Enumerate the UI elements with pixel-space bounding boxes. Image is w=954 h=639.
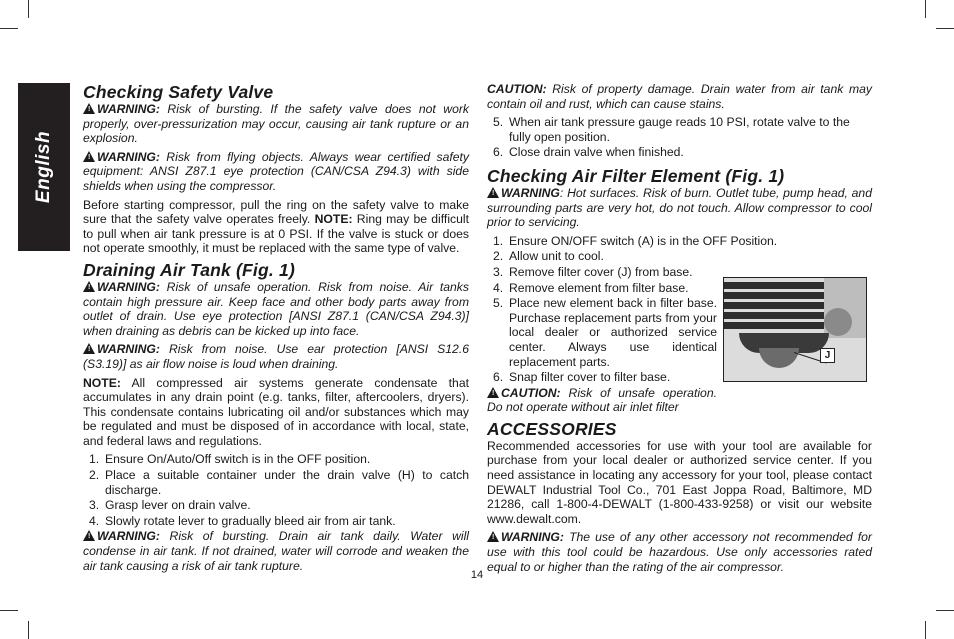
- list-item: 5. When air tank pressure gauge reads 10 PSI, rotate valve to the fully open position.: [493, 115, 850, 144]
- list-item: 1. Ensure On/Auto/Off switch is in the OFF position.: [89, 452, 371, 467]
- page-number: 14: [470, 569, 484, 581]
- figure-fin: [724, 282, 834, 289]
- crop-mark: [28, 621, 29, 639]
- figure-fin: [724, 322, 834, 329]
- crop-mark: [936, 28, 954, 29]
- figure-fin: [724, 312, 834, 319]
- crop-mark: [28, 0, 29, 18]
- drain-warning-2: ! WARNING: Risk from noise. Use ear protection [ANSI S12.6 (S3.19)] as air flow noise is loud when draining.: [83, 342, 469, 371]
- crop-mark: [925, 0, 926, 18]
- air-filter-heading: Checking Air Filter Element (Fig. 1): [487, 165, 785, 186]
- figure-filter-cover: [759, 348, 799, 368]
- figure-knob: [824, 308, 852, 336]
- crop-mark: [925, 621, 926, 639]
- list-item: 3. Grasp lever on drain valve.: [89, 498, 251, 513]
- drain-heading: Draining Air Tank (Fig. 1): [83, 259, 295, 280]
- list-item: 3. Remove filter cover (J) from base.: [493, 264, 693, 279]
- warning-icon: !: [83, 530, 95, 541]
- figure-callout-j: J: [820, 348, 835, 363]
- figure-fin: [724, 292, 834, 299]
- air-filter-caution: ! CAUTION: Risk of unsafe operation. Do not operate without air inlet filter: [487, 385, 717, 415]
- safety-valve-heading: Checking Safety Valve: [83, 82, 274, 102]
- drain-warning-1: ! WARNING: Risk of unsafe operation. Risk from noise. Air tanks contain high pressure air. Keep face and other body parts away from outlet of drain. Use eye protection [ANSI Z87.1 (CAN/CSA Z94.3)] when draining as debris can be kicked up into face.: [83, 279, 469, 338]
- list-item: 2. Allow unit to cool.: [493, 249, 604, 264]
- crop-mark: [0, 610, 18, 611]
- warning-icon: !: [487, 187, 499, 198]
- safety-valve-warning-1: ! WARNING: Risk of bursting. If the safety valve does not work properly, over-pressurization may occur, causing air tank rupture or an explosion.: [83, 102, 469, 146]
- list-item: 6. Snap filter cover to filter base.: [493, 370, 671, 385]
- warning-icon: !: [83, 103, 95, 114]
- list-item: 4. Slowly rotate lever to gradually bleed air from air tank.: [89, 513, 396, 528]
- drain-warning-3: ! WARNING: Risk of bursting. Drain air tank daily. Water will condense in air tank. If not drained, water will corrode and weaken the air tank causing a risk of air tank rupture.: [83, 529, 469, 573]
- accessories-heading: ACCESSORIES: [487, 418, 617, 439]
- warning-icon: !: [487, 387, 499, 398]
- drain-note: NOTE: All compressed air systems generate condensate that accumulates in any drain point (e.g. tanks, filter, aftercoolers, dryers). This condensate contains lubricating oil and/or substances which may be regulated and must be disposed of in accordance with local, state, and federal laws and regulations.: [83, 375, 469, 448]
- air-filter-warning: ! WARNING: Hot surfaces. Risk of burn. Outlet tube, pump head, and surrounding parts are very hot, do not touch. Allow compressor to cool prior to servicing.: [487, 185, 872, 230]
- crop-mark: [0, 28, 18, 29]
- drain-caution: CAUTION: Risk of property damage. Drain water from air tank may contain oil and rust, which can cause stains.: [487, 82, 872, 111]
- safety-valve-warning-2: ! WARNING: Risk from flying objects. Always wear certified safety equipment: ANSI Z87.1 eye protection (CAN/CSA Z94.3) with side shields when using the compressor.: [83, 149, 469, 193]
- drain-steps-continued: [487, 115, 872, 160]
- drain-steps: [83, 452, 469, 528]
- safety-valve-body: Before starting compressor, pull the ring on the safety valve to make sure that the safety valve operates freely. NOTE: Ring may be difficult to pull when air tank pressure is at 0 PSI. If the valve is stuck or does not operate smoothly, it must be replaced with the same type of valve.: [83, 197, 469, 256]
- figure-fin: [724, 302, 834, 309]
- list-item: 5. Place new element back in filter base. Purchase replacement parts from your local dealer or authorized service center. Always use identical replacement parts.: [493, 296, 717, 369]
- accessories-body: Recommended accessories for use with your tool are available for purchase from your local dealer or authorized service center. If you need assistance in locating any accessory for your tool, please contact DEWALT Industrial Tool Co., 701 East Joppa Road, Baltimore, MD 21286, call 1-800-4-DEWALT (1-800-433-9258) or visit our website www.dewalt.com.: [487, 438, 872, 526]
- language-tab: [18, 83, 70, 251]
- language-tab-label: English: [33, 130, 54, 204]
- air-filter-figure: [723, 277, 867, 382]
- left-column: [83, 82, 469, 577]
- warning-icon: !: [487, 531, 499, 542]
- list-item: 2. Place a suitable container under the drain valve (H) to catch discharge.: [89, 468, 469, 497]
- list-item: 4. Remove element from filter base.: [493, 280, 689, 295]
- crop-mark: [936, 610, 954, 611]
- list-item: 6. Close drain valve when finished.: [493, 145, 684, 160]
- accessories-warning: ! WARNING: The use of any other accessory not recommended for use with this tool could be hazardous. Use only accessories rated equal to or higher than the rating of the air compressor.: [487, 530, 872, 574]
- warning-icon: !: [83, 281, 95, 292]
- list-item: 1. Ensure ON/OFF switch (A) is in the OFF Position.: [493, 233, 778, 248]
- warning-icon: !: [83, 151, 95, 162]
- warning-icon: !: [83, 343, 95, 354]
